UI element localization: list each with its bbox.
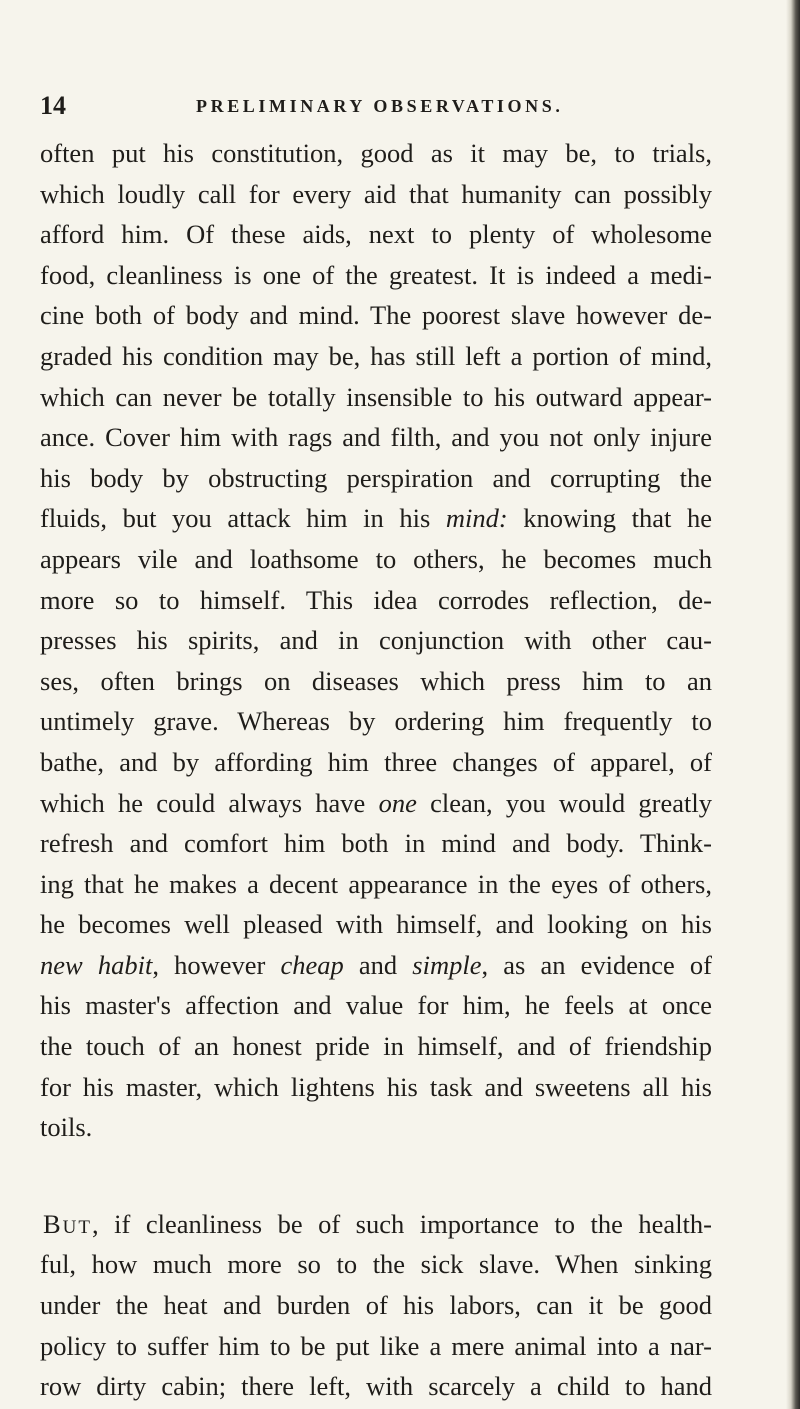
text-line: which loudly call for every aid that humanity can possibly (40, 178, 712, 209)
text-line: cine both of body and mind. The poorest slave however de- (40, 300, 712, 331)
text-line: his body by obstructing perspiration and corrupting the (40, 462, 712, 493)
text-line: often put his constitution, good as it may be, to trials, (40, 138, 712, 168)
text-line: for his master, which lightens his task and sweetens all his (40, 1071, 712, 1102)
text-run: , however (152, 949, 281, 980)
text-line: which can never be totally insensible to his outward appear- (40, 381, 712, 412)
text-line: presses his spirits, and in conjunction with other cau- (40, 625, 712, 656)
text-line: more so to himself. This idea corrodes reflection, de- (40, 584, 712, 615)
text-line: under the heat and burden of his labors, can it be good (40, 1290, 712, 1321)
italic-run: simple (412, 949, 482, 980)
text-run: fluids, but you attack him in his (40, 503, 446, 534)
text-line (40, 1204, 712, 1245)
text-line: ful, how much more so to the sick slave. When sinking (40, 1249, 712, 1280)
body-text (40, 133, 712, 1407)
page-header (40, 86, 760, 126)
text-line: appears vile and loathsome to others, he becomes much (40, 543, 712, 574)
text-line: food, cleanliness is one of the greatest. It is indeed a medi- (40, 259, 712, 290)
text-run: , if cleanliness be of such importance to the health- (92, 1208, 712, 1239)
text-line: row dirty cabin; there left, with scarcely a child to hand (40, 1371, 712, 1402)
text-line (40, 945, 712, 986)
text-line: untimely grave. Whereas by ordering him frequently to (40, 706, 712, 737)
text-line (40, 783, 712, 824)
text-line: policy to suffer him to be put like a mere animal into a nar- (40, 1330, 712, 1361)
text-run: and (343, 949, 413, 980)
text-run: clean, you would greatly (416, 787, 712, 818)
text-run: which he could always have (40, 787, 379, 818)
text-run: , as an evidence of (481, 949, 712, 980)
italic-run: one (378, 787, 417, 818)
page-edge-shadow (786, 0, 800, 1409)
paragraph-gap (40, 1148, 712, 1204)
italic-run: new habit (40, 949, 153, 980)
text-line: the touch of an honest pride in himself, and of friendship (40, 1031, 712, 1062)
text-line: ance. Cover him with rags and filth, and you not only injure (40, 422, 712, 453)
running-head: PRELIMINARY OBSERVATIONS. (196, 96, 564, 116)
text-line: refresh and comfort him both in mind and body. Think- (40, 828, 712, 859)
text-line: ses, often brings on diseases which press him to an (40, 665, 712, 696)
italic-run: mind: (445, 503, 508, 534)
text-line: graded his condition may be, has still left a portion of mind, (40, 340, 712, 371)
text-line: afford him. Of these aids, next to plenty of wholesome (40, 219, 712, 250)
text-run: knowing that he (507, 503, 713, 534)
text-line: bathe, and by affording him three changes of apparel, of (40, 746, 712, 777)
text-line: ing that he makes a decent appearance in the eyes of others, (40, 868, 712, 899)
text-line: his master's affection and value for him, he feels at once (40, 990, 712, 1021)
page-number: 14 (40, 91, 66, 120)
italic-run: cheap (280, 949, 344, 980)
text-line (40, 498, 712, 539)
text-line: he becomes well pleased with himself, and looking on his (40, 909, 712, 940)
smallcaps-run: But (43, 1208, 93, 1239)
text-line: toils. (40, 1112, 93, 1143)
